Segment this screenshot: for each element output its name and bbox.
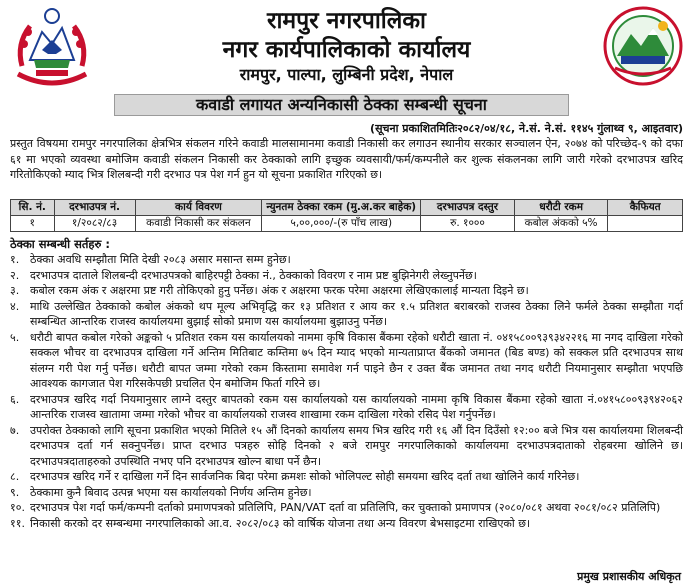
condition-number: ६. (10, 392, 20, 406)
condition-number: ११. (10, 516, 25, 530)
condition-number: ७. (10, 423, 20, 437)
list-item (10, 330, 683, 392)
conditions-list (10, 252, 683, 531)
intro-paragraph: प्रस्तुत विषयमा रामपुर नगरपालिका क्षेत्रभित्र संकलन गरिने कवाडी मालसामानमा कवाडी निकासी कर लगाउन स्थानीय सरकार सञ्चालन ऐन, २०७४ को परिच्छेद-९ को दफा ६१ मा भएको व्यवस्था बमोजिम कवाडी संकलन निकासी कर ठेक्काको लागि इच्छुक व्यवसायी/फर्म/कम्पनीले कर शुल्क संकलनका लागि जारी गरेको दरभाउपत्र खरिद गरितोकिएको म्याद भित्र शिलबन्दी गरी दरभाउ पत्र पेश गर्न हुन यो सूचना प्रकाशित गरिएको छ। (10, 137, 683, 181)
col-header: कैफियत (608, 200, 683, 216)
table-cell: कवाडी निकासी कर संकलन (135, 216, 262, 232)
list-item (10, 268, 683, 284)
list-item (10, 283, 683, 299)
col-header: न्युनतम ठेक्का रकम (मु.अ.कर बाहेक) (262, 200, 421, 216)
municipality-name: रामपुर नगरपालिका (267, 8, 426, 34)
table-cell (608, 216, 683, 232)
municipality-logo-icon (601, 4, 685, 88)
condition-text: दरभाउपत्र पेश गर्दा फर्म/कम्पनी दर्ताको प्रमाणपत्रको प्रतिलिपि, PAN/VAT दर्ता वा प्रतिलिपि, कर चुक्ताको प्रमाणपत्र (२०८०/०८१ अथवा २०८१/०८२ प्रतिलिपि) (30, 501, 661, 514)
conditions-heading: ठेक्का सम्बन्धी सर्तहरु : (10, 237, 110, 251)
list-item (10, 469, 683, 485)
table-cell: १ (11, 216, 55, 232)
condition-number: ९. (10, 485, 20, 499)
table-cell: रु. १००० (421, 216, 515, 232)
table-cell: १/२०८२/८३ (54, 216, 135, 232)
condition-text: दरभाउपत्र दाताले शिलबन्दी दरभाउपत्रको बाहिरपट्टी ठेक्का नं., ठेक्काको विवरण र नाम प्रष्ट बुझिनेगरी लेख्नुपर्नेछ। (30, 268, 477, 282)
list-item (10, 299, 683, 330)
list-item (10, 516, 683, 532)
condition-text: निकासी करको दर सम्बन्धमा नगरपालिकाको आ.व. २०८२/०८३ को वार्षिक योजना तथा अन्य विवरण बेभसाइटमा राखिएको छ। (30, 516, 531, 530)
office-address: रामपुर, पाल्पा, लुम्बिनी प्रदेश, नेपाल (239, 65, 454, 84)
table-row (11, 216, 683, 232)
condition-number: १. (10, 253, 20, 266)
condition-text: धरौटी बापत कबोल गरेको अङ्कको ५ प्रतिशत रकम यस कार्यालयको नाममा कृषि विकास बैंकमा रहेको धरौटी खाता नं. ०४१५८००९३९३४२२१६ मा नगद दाखिला गरेको सक्कल भौचर वा दरभाउपत्र दाखिला गर्ने अन्तिम मितिबाट कम्तिमा ७५ दिन म्याद भएको मान्यताप्राप्त बैंकको जमानत (बिड बण्ड) को सक्कल प्रति दरभाउपत्र साथ संलग्न गरी पेश गर्नु पर्नेछ। धरौटी बापत जम्मा गरेको रकम किस्तामा समावेश गर्न पाइने छैन र उक्त बैंक जमानत तथा नगद धरौटी नियमानुसार सम्झौता भएपछि आवश्यक कागजात पेश गरिसकेपछी प्रचलित ऐन बमोजिम फिर्ता गरिने छ। (30, 330, 683, 390)
condition-text: दरभाउपत्र खरिद गर्ने र दाखिला गर्ने दिन सार्वजनिक बिदा परेमा क्रमशः सोको भोलिपल्ट सोही समयमा खरिद दर्ता तथा खोलिने कार्य गरिनेछ। (30, 470, 580, 483)
tender-table (10, 199, 683, 232)
list-item (10, 485, 683, 501)
condition-text: माथि उल्लेखित ठेक्काको कबोल अंकको थप मूल्य अभिवृद्धि कर १३ प्रतिशत र आय कर १.५ प्रतिशत बराबरको राजस्व ठेक्का लिने फर्मले ठेक्का सम्झौता गर्दा सम्बन्धित आन्तरिक राजस्व कार्यालयमा बुझाई सोको प्रमाण यस कार्यालयमा बुझाउनु पर्नेछ। (30, 299, 683, 328)
letterhead (0, 0, 693, 92)
condition-text: ठेक्कामा कुनै बिवाद उत्पन्न भएमा यस कार्यालयको निर्णय अन्तिम हुनेछ। (30, 485, 312, 499)
list-item (10, 392, 683, 423)
publication-date: (सूचना प्रकाशितमितिः२०८२/०४/१८, ने.सं. ने.सं. ११४५ गुंलाथ्व ९, आइतवार) (370, 122, 683, 135)
col-header: कार्य विवरण (135, 200, 262, 216)
table-cell: कबोल अंकको ५% (514, 216, 608, 232)
list-item (10, 500, 683, 516)
notice-title-banner: कवाडी लगायत अन्यनिकासी ठेक्का सम्बन्धी सूचना (114, 94, 569, 116)
table-cell: ५,००,०००/-(रु पाँच लाख) (262, 216, 421, 232)
col-header: धरौटी रकम (514, 200, 608, 216)
condition-number: ८. (10, 470, 20, 483)
condition-number: १०. (10, 501, 25, 514)
office-name: नगर कार्यपालिकाको कार्यालय (222, 37, 471, 63)
condition-number: ४. (10, 299, 20, 313)
condition-text: कबोल रकम अंक र अक्षरमा प्रष्ट गरी तोकिएको हुनु पर्नेछ। अंक र अक्षरमा फरक परेमा अक्षरमा लेखिएकालाई मान्यता दिइने छ। (30, 284, 529, 297)
col-header: दरभाउपत्र दस्तुर (421, 200, 515, 216)
col-header: सि. नं. (11, 200, 55, 216)
condition-number: ५. (10, 330, 20, 344)
signatory-title: प्रमुख प्रशासकीय अधिकृत (577, 570, 681, 583)
col-header: दरभाउपत्र नं. (54, 200, 135, 216)
condition-text: ठेक्का अवधि सम्झौता मिति देखी २०८३ असार मसान्त सम्म हुनेछ। (30, 253, 291, 266)
condition-number: ३. (10, 284, 20, 297)
condition-number: २. (10, 268, 20, 282)
condition-text: दरभाउपत्र खरिद गर्दा नियमानुसार लाग्ने दस्तुर बापतको रकम यस कार्यालयको यस कार्यालयको नाममा कृषि विकास बैंकमा रहेको खाता नं.०४१५८००९३९४२०६२ आन्तरिक राजस्व खातामा जम्मा गरेको भौचर वा कार्यालयको राजस्व शाखामा रकम दाखिला गरेको रसिद पेश गर्नुपर्नेछ। (30, 392, 683, 421)
table-header-row (11, 200, 683, 216)
list-item (10, 423, 683, 470)
list-item (10, 252, 683, 268)
condition-text: उपरोक्त ठेक्काको लागि सूचना प्रकाशित भएको मितिले १५ औं दिनको कार्यालय समय भित्र खरिद गरी १६ औं दिन दिउँसो १२:०० बजे भित्र यस कार्यालयमा शिलबन्दी दरभाउपत्र दर्ता गर्न सक्नुपर्नेछ। प्राप्त दरभाउ पत्रहरु सोहि दिनको २ बजे रामपुर नगरपालिकाको कार्यालयमा दरभाउपत्रदाताको रोहबरमा खोलिने छ। दरभाउपत्रदाताहरुको उपस्थिति नभए पनि दरभाउपत्र खोल्न बाधा पर्ने छैन। (30, 423, 683, 468)
